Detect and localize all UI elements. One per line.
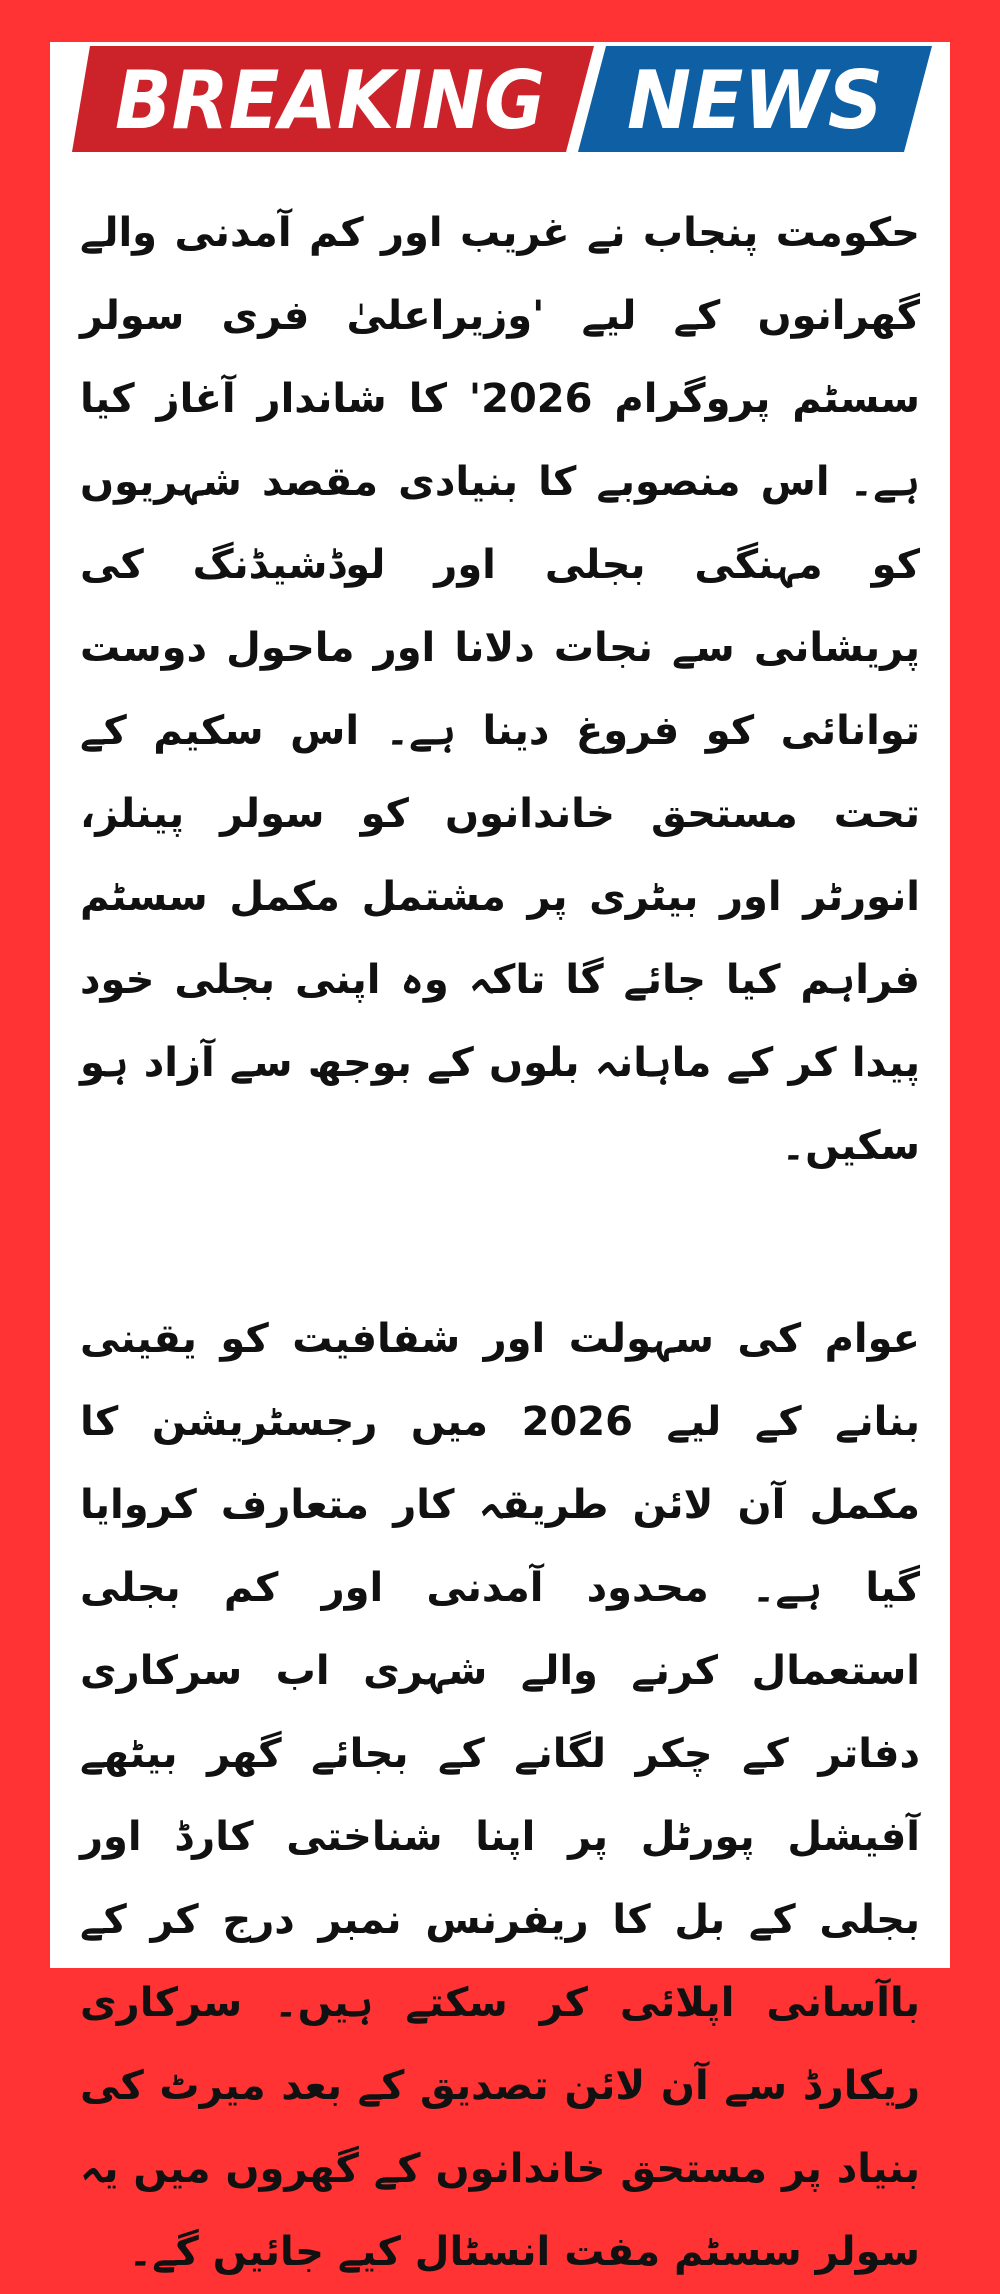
banner-graphic (72, 46, 932, 152)
article-body (80, 192, 920, 2294)
banner-word-breaking: BREAKING (115, 54, 545, 147)
article-card (50, 42, 950, 2275)
article-paragraph: عوام کی سہولت اور شفافیت کو یقینی بنانے کے لیے 2026 میں رجسٹریشن کا مکمل آن لائن طریقہ کار متعارف کروایا گیا ہے۔ محدود آمدنی اور کم بجلی استعمال کرنے والے شہری اب سرکاری دفاتر کے چکر لگانے کے بجائے گھر بیٹھے آفیشل پورٹل پر اپنا شناختی کارڈ اور بجلی کے بل کا ریفرنس نمبر درج کر کے باآسانی اپلائی کر سکتے ہیں۔ سرکاری ریکارڈ سے آن لائن تصدیق کے بعد میرٹ کی بنیاد پر مستحق خاندانوں کے گھروں میں یہ سولر سسٹم مفت انسٹال کیے جائیں گے۔ (80, 1316, 920, 2275)
breaking-news-banner (72, 46, 932, 152)
article-paragraph: حکومت پنجاب نے غریب اور کم آمدنی والے گھرانوں کے لیے 'وزیراعلیٰ فری سولر سسٹم پروگرام 2026' کا شاندار آغاز کیا ہے۔ اس منصوبے کا بنیادی مقصد شہریوں کو مہنگی بجلی اور لوڈشیڈنگ کی پریشانی سے نجات دلانا اور ماحول دوست توانائی کو فروغ دینا ہے۔ اس سکیم کے تحت مستحق خاندانوں کو سولر پینلز، انورٹر اور بیٹری پر مشتمل مکمل سسٹم فراہم کیا جائے گا تاکہ وہ اپنی بجلی خود پیدا کر کے ماہانہ بلوں کے بوجھ سے آزاد ہو سکیں۔ (80, 210, 920, 1169)
banner-word-news: NEWS (627, 54, 883, 147)
